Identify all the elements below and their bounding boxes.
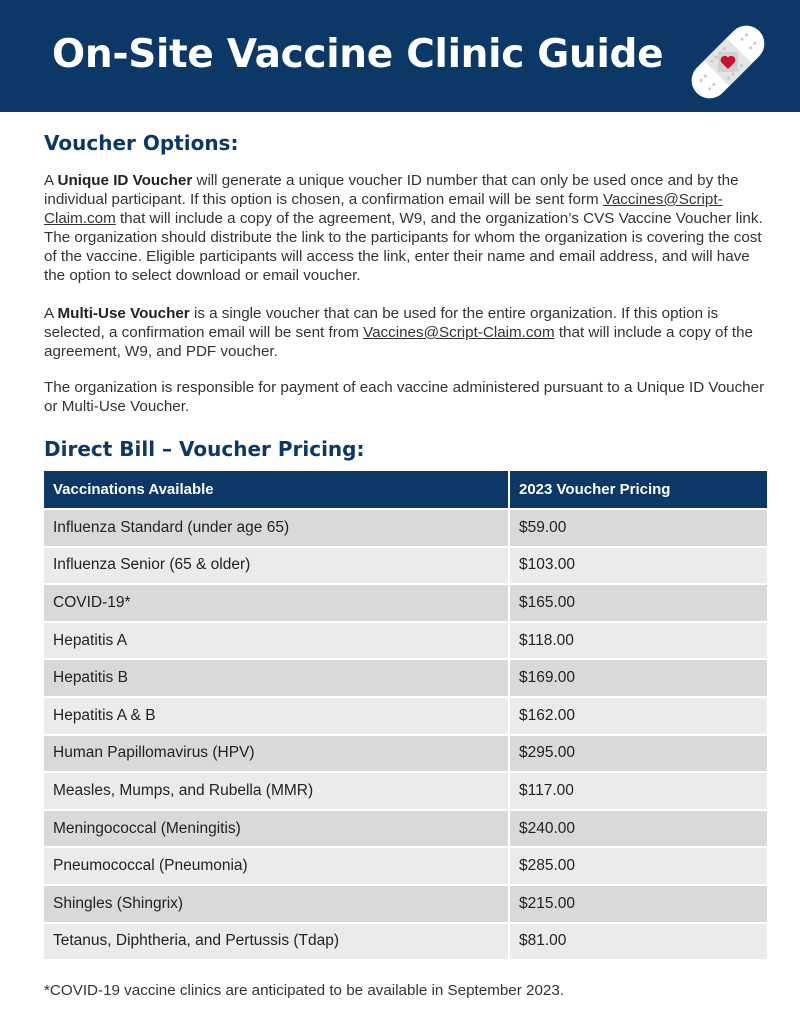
email-link[interactable]: Vaccines@Script-Claim.com (363, 324, 555, 341)
vaccine-price: $117.00 (509, 772, 767, 810)
table-row (44, 847, 767, 885)
table-row (44, 509, 767, 547)
vaccine-price: $240.00 (509, 810, 767, 848)
table-row (44, 547, 767, 585)
vaccine-price: $81.00 (509, 923, 767, 960)
text: that will include a copy of the agreement, W9, and PDF voucher. (44, 324, 754, 360)
vaccine-name: Hepatitis B (44, 659, 509, 697)
text: A (44, 305, 58, 322)
table-header-row (44, 471, 767, 509)
vaccine-name: Meningococcal (Meningitis) (44, 810, 509, 848)
vaccine-name: Influenza Senior (65 & older) (44, 547, 509, 585)
vaccine-price: $295.00 (509, 735, 767, 773)
page-header (0, 0, 800, 112)
text: that will include a copy of the agreement, W9, and the organization’s CVS Vaccine Voucher link. The organization should distribute the link to the participants for whom the organization is covering the cost of the vaccine. Eligible participants will access the link, enter their name and email address, and will have the option to select download or email voucher. (44, 210, 763, 284)
payment-note: The organization is responsible for payment of each vaccine administered pursuant to a Unique ID Voucher or Multi-Use Voucher. (44, 379, 765, 415)
text: A (44, 172, 58, 189)
pricing-table (44, 471, 767, 959)
table-row (44, 622, 767, 660)
table-row (44, 697, 767, 735)
vaccine-price: $165.00 (509, 584, 767, 622)
vaccine-name: Shingles (Shingrix) (44, 885, 509, 923)
vaccine-name: Measles, Mumps, and Rubella (MMR) (44, 772, 509, 810)
text: is a single voucher that can be used for the entire organization. If this option is selected, a confirmation email will be sent from (44, 305, 719, 341)
vaccine-price: $162.00 (509, 697, 767, 735)
unique-voucher-term: Unique ID Voucher (57, 172, 193, 189)
vaccine-name: Tetanus, Diphtheria, and Pertussis (Tdap) (44, 923, 509, 960)
vaccine-price: $215.00 (509, 885, 767, 923)
table-row (44, 810, 767, 848)
text: will generate a unique voucher ID number that can only be used once and by the individual participant. If this option is chosen, a confirmation email will be sent form (44, 172, 739, 208)
voucher-options-heading: Voucher Options: (44, 131, 239, 155)
column-header: 2023 Voucher Pricing (509, 471, 767, 509)
multi-voucher-term: Multi-Use Voucher (57, 305, 190, 322)
multi-voucher-paragraph (44, 304, 768, 361)
table-row (44, 923, 767, 960)
pricing-heading: Direct Bill – Voucher Pricing: (44, 437, 365, 461)
table-row (44, 659, 767, 697)
bandage-icon (680, 14, 776, 110)
vaccine-name: COVID-19* (44, 584, 509, 622)
vaccine-name: Influenza Standard (under age 65) (44, 509, 509, 547)
email-link[interactable]: Vaccines@Script-Claim.com (44, 191, 723, 227)
vaccine-price: $103.00 (509, 547, 767, 585)
vaccine-price: $285.00 (509, 847, 767, 885)
table-row (44, 735, 767, 773)
vaccine-name: Hepatitis A & B (44, 697, 509, 735)
column-header: Vaccinations Available (44, 471, 509, 509)
unique-voucher-paragraph (44, 171, 768, 285)
table-row (44, 885, 767, 923)
table-row (44, 584, 767, 622)
vaccine-price: $59.00 (509, 509, 767, 547)
vaccine-name: Hepatitis A (44, 622, 509, 660)
vaccine-price: $169.00 (509, 659, 767, 697)
vaccine-name: Human Papillomavirus (HPV) (44, 735, 509, 773)
vaccine-name: Pneumococcal (Pneumonia) (44, 847, 509, 885)
table-row (44, 772, 767, 810)
page-title: On-Site Vaccine Clinic Guide (52, 32, 664, 77)
vaccine-price: $118.00 (509, 622, 767, 660)
footnote: *COVID-19 vaccine clinics are anticipated to be available in September 2023. (44, 982, 565, 999)
